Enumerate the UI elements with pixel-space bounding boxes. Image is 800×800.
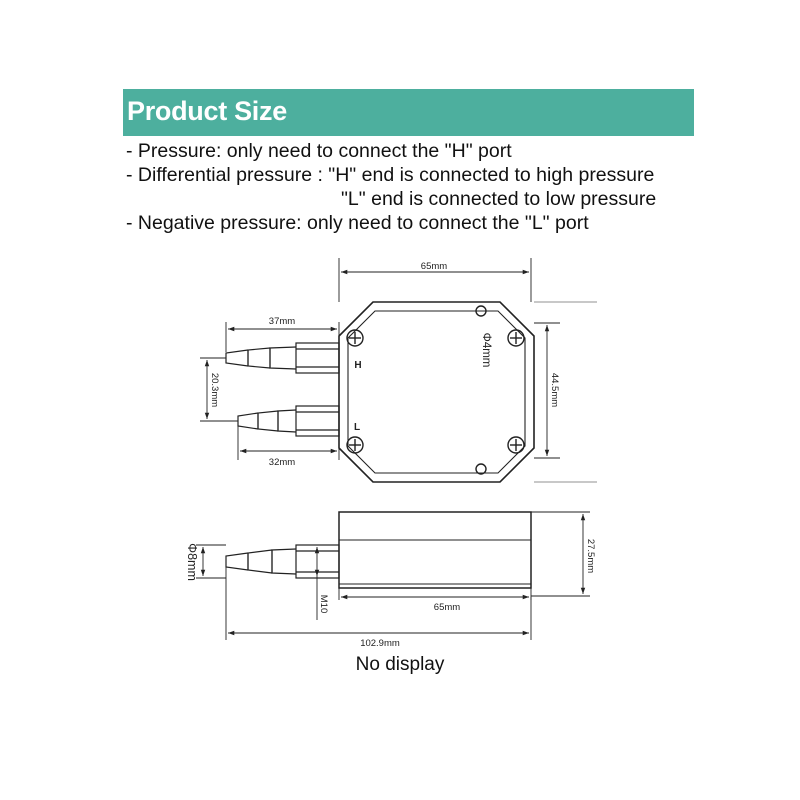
dim-thread-label: M10 xyxy=(318,594,329,614)
port-h-label: H xyxy=(354,360,362,371)
port-l-label: L xyxy=(353,422,361,433)
dim-width-label: 65mm xyxy=(420,261,448,272)
screw-bottom-left xyxy=(347,437,363,453)
drawing-caption: No display xyxy=(355,654,445,675)
dim-total-label: 102.9mm xyxy=(360,638,400,649)
dim-nozzle-label: Φ8mm xyxy=(185,543,199,581)
dim-h-port-label: 37mm xyxy=(268,316,296,327)
dim-port-spacing-label: 20.3mm xyxy=(209,372,220,408)
section-title: Product Size xyxy=(127,96,287,126)
side-housing xyxy=(339,512,531,588)
note-differential: - Differential pressure : "H" end is connected to high pressure xyxy=(126,164,655,186)
screw-top-right xyxy=(508,330,524,346)
dim-height-label: 44.5mm xyxy=(549,372,560,408)
note-differential-low: "L" end is connected to low pressure xyxy=(341,188,657,210)
screw-top-left xyxy=(347,330,363,346)
dim-l-port-label: 32mm xyxy=(268,457,296,468)
l-port-nozzle xyxy=(238,406,339,436)
dim-depth-label: 27.5mm xyxy=(585,538,596,574)
dim-body-label: 65mm xyxy=(433,602,461,613)
screw-bottom-right xyxy=(508,437,524,453)
side-view xyxy=(226,512,531,588)
h-port-nozzle xyxy=(226,343,339,373)
note-pressure: - Pressure: only need to connect the "H" port xyxy=(126,140,512,162)
housing-outline xyxy=(339,302,534,482)
dim-hole-label: Φ4mm xyxy=(480,332,492,368)
note-negative: - Negative pressure: only need to connect the "L" port xyxy=(126,212,589,234)
side-nozzle xyxy=(226,545,339,578)
housing-inner xyxy=(348,311,525,473)
top-view-dimensions xyxy=(200,258,597,482)
